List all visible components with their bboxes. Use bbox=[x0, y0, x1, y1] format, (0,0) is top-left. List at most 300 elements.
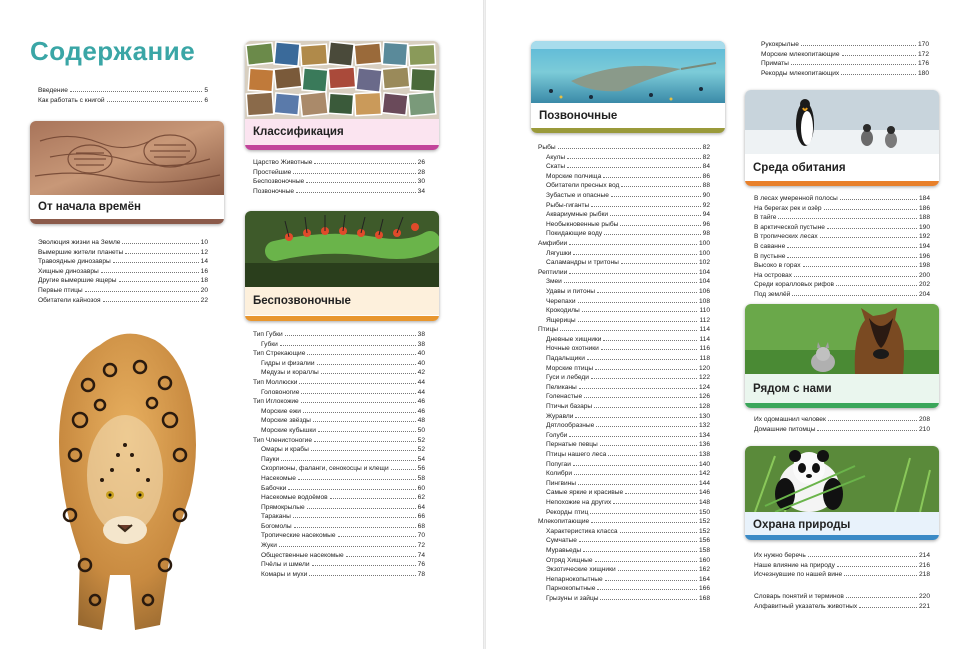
toc-entry-title: Самые яркие и красивые bbox=[546, 489, 624, 497]
toc-entry[interactable] bbox=[754, 570, 930, 580]
toc-leader-dots bbox=[313, 421, 416, 422]
toc-entry[interactable] bbox=[538, 594, 710, 604]
toc-entry[interactable] bbox=[38, 96, 208, 106]
toc-entry[interactable] bbox=[38, 267, 208, 277]
toc-entry[interactable] bbox=[538, 210, 710, 220]
toc-entry[interactable] bbox=[754, 425, 930, 435]
toc-page-number: 114 bbox=[699, 335, 710, 343]
toc-entry-title: Словарь понятий и терминов bbox=[754, 593, 844, 600]
toc-entry[interactable] bbox=[538, 162, 710, 172]
toc-page-number: 48 bbox=[417, 417, 425, 425]
toc-leader-dots bbox=[859, 607, 917, 608]
toc-leader-dots bbox=[595, 369, 697, 370]
toc-leader-dots bbox=[318, 431, 416, 432]
toc-entry[interactable] bbox=[538, 392, 710, 402]
toc-leader-dots bbox=[595, 561, 697, 562]
toc-leader-dots bbox=[285, 335, 416, 336]
toc-entry-title: Колибри bbox=[546, 470, 573, 478]
toc-entry-title: Непарнокопытные bbox=[546, 575, 603, 583]
toc-entry[interactable] bbox=[538, 306, 710, 316]
toc-entry[interactable] bbox=[253, 464, 425, 474]
toc-entry-title: Экзотические хищники bbox=[546, 566, 616, 574]
toc-leader-dots bbox=[591, 206, 700, 207]
toc-entry-title: Как работать с книгой bbox=[38, 96, 105, 104]
toc-entry-title: Травоядные динозавры bbox=[38, 258, 111, 266]
toc-entry[interactable] bbox=[754, 290, 930, 300]
toc-page-number: 64 bbox=[417, 503, 425, 511]
toc-entry[interactable] bbox=[538, 229, 710, 239]
toc-entry[interactable] bbox=[754, 280, 930, 290]
toc-leader-dots bbox=[840, 199, 917, 200]
toc-page-number: 186 bbox=[918, 204, 930, 212]
toc-entry-title: Пауки bbox=[261, 455, 280, 463]
toc-leader-dots bbox=[85, 291, 199, 292]
toc-entry[interactable] bbox=[538, 556, 710, 566]
toc-leader-dots bbox=[307, 354, 415, 355]
toc-page-number: 142 bbox=[698, 470, 710, 478]
toc-entry[interactable] bbox=[38, 238, 208, 248]
toc-leader-dots bbox=[605, 580, 697, 581]
toc-leader-dots bbox=[569, 244, 697, 245]
toc-entry-title: Губки bbox=[261, 340, 278, 348]
toc-leader-dots bbox=[119, 281, 199, 282]
toc-entry-title: Приматы bbox=[761, 60, 789, 68]
toc-page-number: 14 bbox=[200, 258, 208, 266]
toc-page-number: 106 bbox=[698, 287, 710, 295]
toc-classification bbox=[253, 158, 425, 196]
toc-page-number: 62 bbox=[417, 494, 425, 502]
toc-entry-title: Тип Стрекающие bbox=[253, 350, 306, 358]
toc-entry[interactable] bbox=[253, 378, 425, 388]
toc-entry[interactable] bbox=[538, 517, 710, 527]
toc-entry-title: Медузы и кораллы bbox=[261, 369, 319, 377]
toc-page-number: 120 bbox=[698, 364, 710, 372]
toc-entry-title: Домашние питомцы bbox=[754, 425, 816, 433]
toc-entry[interactable] bbox=[538, 536, 710, 546]
toc-leader-dots bbox=[330, 498, 416, 499]
toc-leader-dots bbox=[558, 148, 701, 149]
stingray-image bbox=[531, 41, 725, 103]
toc-leader-dots bbox=[794, 276, 917, 277]
toc-entry[interactable] bbox=[38, 86, 208, 96]
toc-entry[interactable] bbox=[538, 440, 710, 450]
toc-page-number: 52 bbox=[417, 436, 425, 444]
toc-entry[interactable] bbox=[538, 268, 710, 278]
toc-page-number: 214 bbox=[918, 552, 930, 559]
toc-entry-title: В тропических лесах bbox=[754, 233, 818, 241]
toc-habitat bbox=[754, 194, 930, 300]
toc-entry[interactable] bbox=[538, 220, 710, 230]
toc-leader-dots bbox=[597, 292, 697, 293]
toc-page-number: 44 bbox=[417, 378, 425, 386]
toc-leader-dots bbox=[778, 218, 917, 219]
toc-entry[interactable] bbox=[253, 531, 425, 541]
toc-entry[interactable] bbox=[253, 541, 425, 551]
toc-entry[interactable] bbox=[253, 158, 425, 168]
toc-entry[interactable] bbox=[538, 498, 710, 508]
section-strip bbox=[30, 219, 224, 224]
toc-entry[interactable] bbox=[253, 177, 425, 187]
dog-and-cat-image bbox=[745, 304, 939, 374]
toc-page-number: 192 bbox=[918, 233, 930, 241]
toc-leader-dots bbox=[591, 522, 697, 523]
toc-entry[interactable] bbox=[538, 527, 710, 537]
toc-leader-dots bbox=[817, 430, 917, 431]
toc-page-number: 10 bbox=[200, 239, 208, 246]
toc-entry[interactable] bbox=[538, 297, 710, 307]
toc-page-number: 20 bbox=[200, 286, 208, 294]
toc-entry-title: Тараканы bbox=[261, 513, 291, 521]
toc-entry-title: Гуси и лебеди bbox=[546, 374, 589, 382]
toc-leader-dots bbox=[600, 599, 697, 600]
toc-entry[interactable] bbox=[253, 340, 425, 350]
toc-leader-dots bbox=[298, 479, 416, 480]
toc-entry[interactable] bbox=[538, 143, 710, 153]
toc-leader-dots bbox=[125, 253, 198, 254]
toc-page-number: 208 bbox=[918, 416, 930, 423]
toc-page-number: 28 bbox=[417, 168, 425, 176]
toc-page-number: 68 bbox=[417, 522, 425, 530]
toc-entry[interactable] bbox=[253, 330, 425, 340]
toc-entry[interactable] bbox=[538, 450, 710, 460]
toc-entry[interactable] bbox=[253, 570, 425, 580]
toc-entry[interactable] bbox=[754, 252, 930, 262]
toc-entry-title: Тип Моллюски bbox=[253, 378, 298, 386]
toc-entry[interactable] bbox=[538, 546, 710, 556]
toc-entry[interactable] bbox=[754, 232, 930, 242]
toc-entry-title: В саванне bbox=[754, 242, 786, 250]
toc-leader-dots bbox=[70, 91, 202, 92]
fossil-image bbox=[30, 121, 224, 195]
toc-entry[interactable] bbox=[761, 59, 929, 69]
toc-leader-dots bbox=[569, 436, 697, 437]
toc-entry[interactable] bbox=[253, 168, 425, 178]
toc-page-number: 56 bbox=[417, 465, 425, 473]
toc-page-number: 114 bbox=[699, 326, 710, 334]
section-card-nearby[interactable] bbox=[745, 304, 939, 408]
toc-entry-title: Скаты bbox=[546, 163, 566, 171]
section-title: Беспозвоночные bbox=[245, 287, 439, 315]
toc-entry[interactable] bbox=[538, 239, 710, 249]
toc-entry-title: Необыкновенные рыбы bbox=[546, 220, 619, 228]
toc-entry[interactable] bbox=[754, 242, 930, 252]
toc-leader-dots bbox=[582, 311, 698, 312]
toc-leader-dots bbox=[314, 163, 415, 164]
toc-leader-dots bbox=[837, 566, 917, 567]
toc-entry-title: В пустыне bbox=[754, 252, 786, 260]
toc-leader-dots bbox=[844, 575, 917, 576]
toc-leader-dots bbox=[579, 541, 697, 542]
toc-leader-dots bbox=[792, 295, 917, 296]
toc-entry-title: Муравьеды bbox=[546, 546, 582, 554]
toc-page-number: 58 bbox=[417, 474, 425, 482]
toc-leader-dots bbox=[288, 489, 415, 490]
toc-page-number: 158 bbox=[698, 546, 710, 554]
toc-entry[interactable] bbox=[754, 551, 930, 561]
toc-entry[interactable] bbox=[538, 431, 710, 441]
toc-entry[interactable] bbox=[538, 479, 710, 489]
toc-page-number: 194 bbox=[918, 242, 930, 250]
toc-entry[interactable] bbox=[754, 415, 930, 425]
toc-entry-title: Хищные динозавры bbox=[38, 267, 99, 275]
toc-entry[interactable] bbox=[538, 277, 710, 287]
toc-page-number: 134 bbox=[698, 431, 710, 439]
toc-page-number: 100 bbox=[698, 239, 710, 247]
section-title: Рядом с нами bbox=[745, 374, 939, 403]
toc-entry[interactable] bbox=[538, 402, 710, 412]
toc-entry[interactable] bbox=[538, 565, 710, 575]
toc-leader-dots bbox=[569, 273, 697, 274]
toc-entry[interactable] bbox=[538, 201, 710, 211]
panda-image bbox=[745, 446, 939, 512]
toc-leader-dots bbox=[314, 441, 416, 442]
toc-leader-dots bbox=[603, 340, 697, 341]
toc-entry[interactable] bbox=[38, 248, 208, 258]
toc-page-number: 100 bbox=[698, 249, 710, 257]
toc-entry[interactable] bbox=[754, 261, 930, 271]
toc-entry-title: Вымершие жители планеты bbox=[38, 248, 124, 256]
toc-leader-dots bbox=[567, 158, 701, 159]
toc-page-number: 46 bbox=[417, 407, 425, 415]
toc-entry[interactable] bbox=[538, 421, 710, 431]
toc-entry-title: Комары и мухи bbox=[261, 570, 308, 578]
toc-entry[interactable] bbox=[538, 249, 710, 259]
toc-entry[interactable] bbox=[253, 503, 425, 513]
toc-entry-title: На берегах рек и озёр bbox=[754, 204, 822, 212]
toc-entry[interactable] bbox=[253, 560, 425, 570]
toc-entry[interactable] bbox=[754, 194, 930, 204]
toc-page-number: 54 bbox=[417, 455, 425, 463]
toc-entry-title: Сумчатые bbox=[546, 537, 577, 545]
toc-entry-title: Среди коралловых рифов bbox=[754, 281, 835, 289]
section-title: Среда обитания bbox=[745, 154, 939, 181]
toc-entry-title: Дневные хищники bbox=[546, 335, 602, 343]
toc-leader-dots bbox=[321, 373, 416, 374]
section-card-classification[interactable] bbox=[245, 41, 439, 150]
toc-entry[interactable] bbox=[253, 187, 425, 197]
toc-leader-dots bbox=[591, 378, 697, 379]
toc-leader-dots bbox=[610, 215, 701, 216]
toc-page-number: 6 bbox=[204, 96, 208, 104]
toc-leader-dots bbox=[303, 412, 416, 413]
toc-page-number: 152 bbox=[698, 518, 710, 526]
toc-entry-title: Птицы bbox=[538, 326, 558, 334]
toc-leader-dots bbox=[600, 445, 697, 446]
toc-leader-dots bbox=[122, 243, 198, 244]
toc-entry[interactable] bbox=[253, 512, 425, 522]
toc-entry-title: Черепахи bbox=[546, 297, 576, 305]
caterpillar-image bbox=[245, 211, 439, 287]
toc-leader-dots bbox=[587, 359, 698, 360]
jaguar-image bbox=[40, 325, 210, 640]
toc-entry-title: Другие вымершие ящеры bbox=[38, 277, 117, 285]
toc-entry[interactable] bbox=[538, 287, 710, 297]
toc-entry[interactable] bbox=[38, 257, 208, 267]
toc-entry[interactable] bbox=[253, 474, 425, 484]
toc-entry-title: Беспозвоночные bbox=[253, 178, 305, 186]
toc-page-number: 116 bbox=[699, 345, 710, 353]
toc-entry[interactable] bbox=[754, 271, 930, 281]
toc-entry-title: Ящерицы bbox=[546, 316, 576, 324]
toc-entry[interactable] bbox=[538, 191, 710, 201]
toc-entry[interactable] bbox=[253, 368, 425, 378]
section-card-habitat[interactable] bbox=[745, 90, 939, 186]
toc-entry[interactable] bbox=[253, 388, 425, 398]
section-title: Позвоночные bbox=[531, 103, 725, 128]
toc-entry[interactable] bbox=[253, 397, 425, 407]
toc-page-number: 196 bbox=[918, 252, 930, 260]
toc-leader-dots bbox=[820, 237, 917, 238]
toc-leader-dots bbox=[573, 465, 697, 466]
toc-intro bbox=[38, 86, 208, 105]
toc-entry[interactable] bbox=[253, 455, 425, 465]
toc-appendix bbox=[754, 592, 930, 611]
toc-page-number: 60 bbox=[417, 484, 425, 492]
toc-entry-title: Отряд Хищные bbox=[546, 556, 593, 564]
right-page bbox=[486, 0, 970, 649]
toc-page-number: 70 bbox=[417, 532, 425, 540]
toc-entry[interactable] bbox=[538, 412, 710, 422]
toc-entry[interactable] bbox=[253, 426, 425, 436]
toc-page-number: 180 bbox=[917, 69, 929, 77]
toc-page-number: 34 bbox=[417, 187, 425, 195]
toc-entry[interactable] bbox=[538, 316, 710, 326]
toc-entry[interactable] bbox=[253, 522, 425, 532]
toc-entry[interactable] bbox=[538, 584, 710, 594]
toc-entry-title: Насекомые водоёмов bbox=[261, 494, 328, 502]
section-card-history[interactable] bbox=[30, 121, 224, 224]
toc-page-number: 98 bbox=[702, 230, 710, 238]
toc-page-number: 168 bbox=[698, 594, 710, 602]
toc-entry[interactable] bbox=[538, 344, 710, 354]
section-card-invertebrates[interactable] bbox=[245, 211, 439, 321]
toc-entry[interactable] bbox=[538, 383, 710, 393]
toc-entry[interactable] bbox=[538, 153, 710, 163]
toc-entry[interactable] bbox=[754, 592, 930, 602]
toc-entry-title: Морские полчища bbox=[546, 172, 602, 180]
toc-page-number: 104 bbox=[698, 268, 710, 276]
section-strip bbox=[745, 403, 939, 408]
toc-leader-dots bbox=[578, 484, 697, 485]
toc-page-number: 72 bbox=[417, 542, 425, 550]
toc-page-number: 166 bbox=[698, 585, 710, 593]
toc-leader-dots bbox=[317, 364, 416, 365]
toc-entry-title: Первые птицы bbox=[38, 286, 83, 294]
toc-entry[interactable] bbox=[538, 172, 710, 182]
toc-entry[interactable] bbox=[538, 508, 710, 518]
toc-page-number: 156 bbox=[698, 537, 710, 545]
toc-page-number: 210 bbox=[918, 425, 930, 433]
toc-entry-title: Характеристика класса bbox=[546, 527, 618, 535]
toc-entry[interactable] bbox=[538, 354, 710, 364]
toc-entry[interactable] bbox=[253, 445, 425, 455]
toc-leader-dots bbox=[107, 101, 203, 102]
toc-entry-title: Попугаи bbox=[546, 460, 571, 468]
toc-page-number: 170 bbox=[917, 41, 929, 48]
toc-entry[interactable] bbox=[253, 484, 425, 494]
toc-page-number: 160 bbox=[698, 556, 710, 564]
toc-entry-title: Рыбы bbox=[538, 144, 556, 151]
toc-entry[interactable] bbox=[538, 460, 710, 470]
toc-entry[interactable] bbox=[253, 359, 425, 369]
toc-entry[interactable] bbox=[538, 469, 710, 479]
toc-entry-title: Рекорды млекопитающих bbox=[761, 69, 840, 77]
toc-entry[interactable] bbox=[538, 373, 710, 383]
toc-leader-dots bbox=[801, 45, 916, 46]
toc-leader-dots bbox=[841, 74, 916, 75]
toc-entry-title: Крокодилы bbox=[546, 307, 580, 315]
toc-entry-title: Морские ежи bbox=[261, 407, 301, 415]
toc-page-number: 102 bbox=[698, 259, 710, 267]
toc-leader-dots bbox=[301, 402, 416, 403]
toc-entry[interactable] bbox=[761, 69, 929, 79]
toc-entry[interactable] bbox=[253, 349, 425, 359]
section-card-protection[interactable] bbox=[745, 446, 939, 540]
toc-entry[interactable] bbox=[38, 286, 208, 296]
toc-entry-title: Обитатели кайнозоя bbox=[38, 296, 101, 304]
toc-entry-title: Исчезнувшие по нашей вине bbox=[754, 571, 843, 579]
toc-entry[interactable] bbox=[253, 493, 425, 503]
toc-entry-title: Морские млекопитающие bbox=[761, 50, 840, 58]
toc-entry[interactable] bbox=[38, 296, 208, 306]
toc-entry-title: Пернатые певцы bbox=[546, 441, 598, 449]
toc-entry[interactable] bbox=[538, 181, 710, 191]
toc-entry[interactable] bbox=[253, 436, 425, 446]
toc-leader-dots bbox=[578, 302, 697, 303]
toc-entry-title: Птичьи базары bbox=[546, 403, 593, 411]
toc-entry[interactable] bbox=[538, 488, 710, 498]
toc-page-number: 132 bbox=[698, 422, 710, 430]
toc-entry-title: В арктической пустыне bbox=[754, 223, 825, 231]
toc-entry-title: Рекорды птиц bbox=[546, 508, 589, 516]
toc-entry[interactable] bbox=[754, 223, 930, 233]
toc-entry-title: Насекомые bbox=[261, 474, 296, 482]
toc-entry[interactable] bbox=[538, 575, 710, 585]
toc-entry[interactable] bbox=[38, 276, 208, 286]
toc-entry-title: Обитатели пресных вод bbox=[546, 182, 620, 190]
toc-page-number: 46 bbox=[417, 398, 425, 406]
toc-entry[interactable] bbox=[253, 407, 425, 417]
toc-leader-dots bbox=[306, 182, 415, 183]
toc-leader-dots bbox=[604, 234, 701, 235]
toc-page-number: 220 bbox=[918, 593, 930, 600]
toc-leader-dots bbox=[603, 177, 700, 178]
section-card-vertebrates[interactable] bbox=[531, 41, 725, 133]
toc-entry[interactable] bbox=[754, 213, 930, 223]
toc-entry[interactable] bbox=[761, 50, 929, 60]
toc-entry[interactable] bbox=[754, 204, 930, 214]
penguins-image bbox=[745, 90, 939, 154]
toc-entry-title: Их нужно беречь bbox=[754, 552, 806, 559]
toc-entry[interactable] bbox=[538, 335, 710, 345]
toc-leader-dots bbox=[618, 570, 697, 571]
toc-entry[interactable] bbox=[538, 325, 710, 335]
toc-entry[interactable] bbox=[253, 551, 425, 561]
toc-page-number: 204 bbox=[918, 290, 930, 298]
toc-entry-title: Их одомашнил человек bbox=[754, 416, 826, 423]
toc-page-number: 26 bbox=[417, 159, 425, 166]
toc-page-number: 164 bbox=[698, 575, 710, 583]
toc-entry-title: Голуби bbox=[546, 431, 568, 439]
toc-entry[interactable] bbox=[754, 561, 930, 571]
toc-entry[interactable] bbox=[754, 602, 930, 612]
toc-entry[interactable] bbox=[538, 258, 710, 268]
toc-entry[interactable] bbox=[253, 416, 425, 426]
toc-entry[interactable] bbox=[538, 364, 710, 374]
toc-entry[interactable] bbox=[761, 40, 929, 50]
toc-entry-title: Тип Губки bbox=[253, 331, 283, 338]
toc-entry-title: Амфибии bbox=[538, 239, 568, 247]
